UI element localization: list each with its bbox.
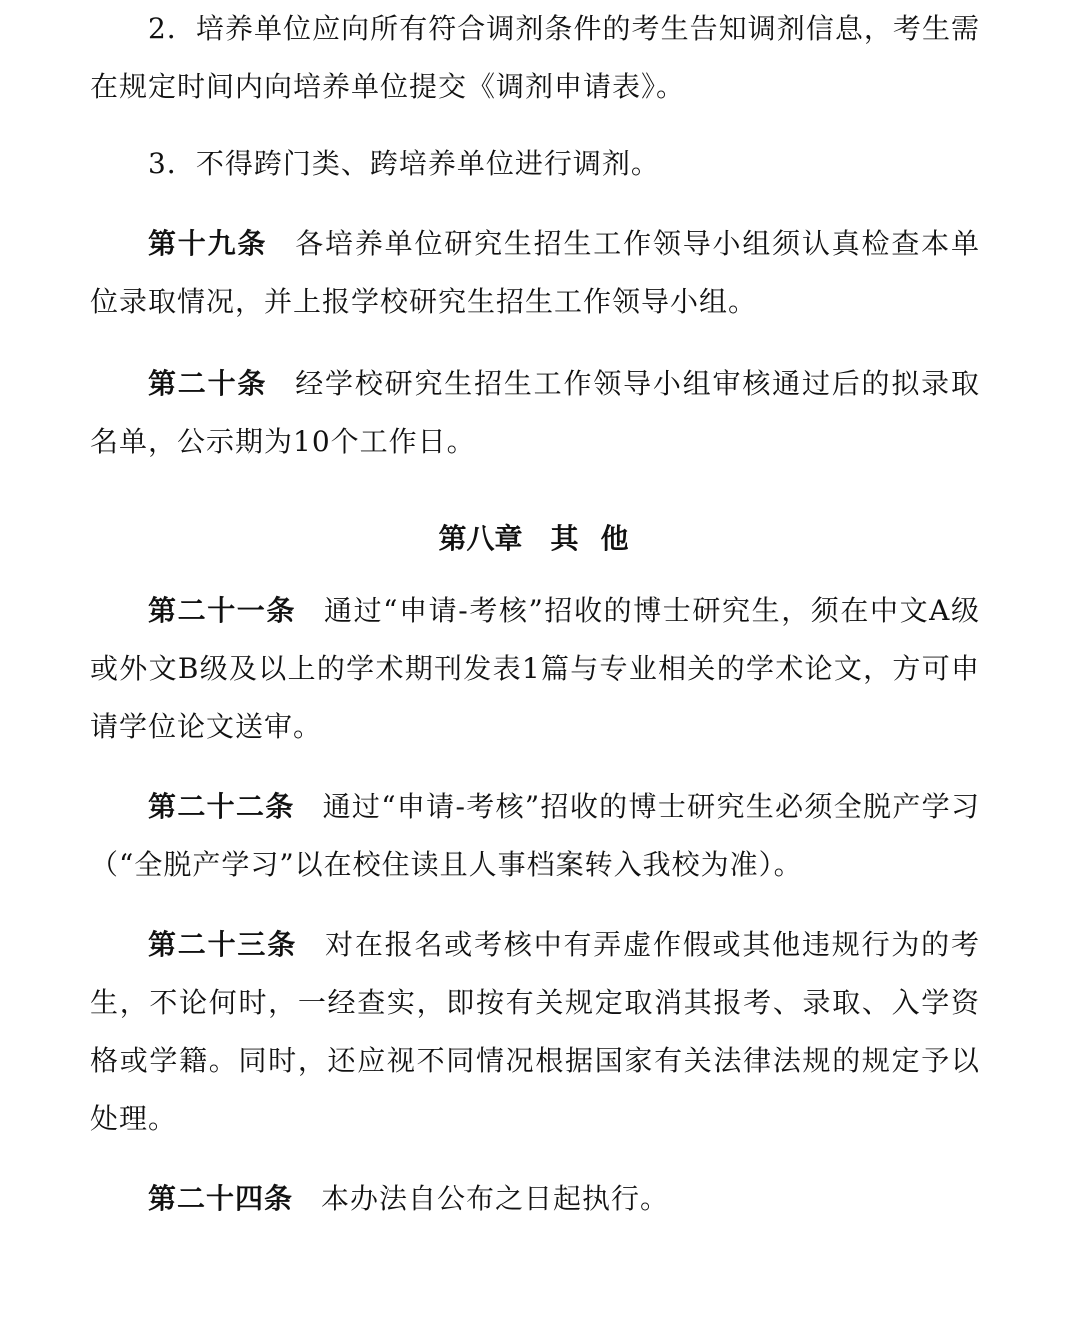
article-19-label: 第十九条 [148,227,268,260]
article-21-label: 第二十一条 [148,594,296,627]
item-2-paragraph: 2．培养单位应向所有符合调剂条件的考生告知调剂信息，考生需在规定时间内向培养单位提交《调剂申请表》。 [90,12,980,103]
chapter-number: 第八章 [438,522,523,555]
article-23-text: 对在报名或考核中有弄虚作假或其他违规行为的考生，不论何时，一经查实，即按有关规定取消其报考、录取、入学资格或学籍。同时，还应视不同情况根据国家有关法律法规的规定予以处理。 [90,928,980,1135]
article-19-paragraph [90,215,980,331]
article-24-paragraph [90,1170,980,1228]
article-19-text: 各培养单位研究生招生工作领导小组须认真检查本单位录取情况，并上报学校研究生招生工作领导小组。 [90,227,980,318]
article-24-label: 第二十四条 [148,1182,294,1215]
article-21-text: 通过“申请-考核”招收的博士研究生，须在中文A级或外文B级及以上的学术期刊发表1篇与专业相关的学术论文，方可申请学位论文送审。 [90,594,980,743]
article-20-paragraph [90,355,980,471]
article-22-text: 通过“申请-考核”招收的博士研究生必须全脱产学习（“全脱产学习”以在校住读且人事档案转入我校为准）。 [90,790,980,881]
article-22-paragraph [90,778,980,894]
article-24-text: 本办法自公布之日起执行。 [321,1182,670,1215]
chapter-title-2: 他 [600,522,629,555]
article-23-label: 第二十三条 [148,928,298,961]
article-21-paragraph [90,582,980,756]
article-20-text: 经学校研究生招生工作领导小组审核通过后的拟录取名单，公示期为10个工作日。 [90,367,980,458]
chapter-title-1: 其 [550,522,579,555]
article-23-paragraph [90,916,980,1148]
article-20-label: 第二十条 [148,367,268,400]
item-3-paragraph: 3．不得跨门类、跨培养单位进行调剂。 [148,147,660,180]
chapter-heading [0,510,1067,568]
article-22-label: 第二十二条 [148,790,295,823]
